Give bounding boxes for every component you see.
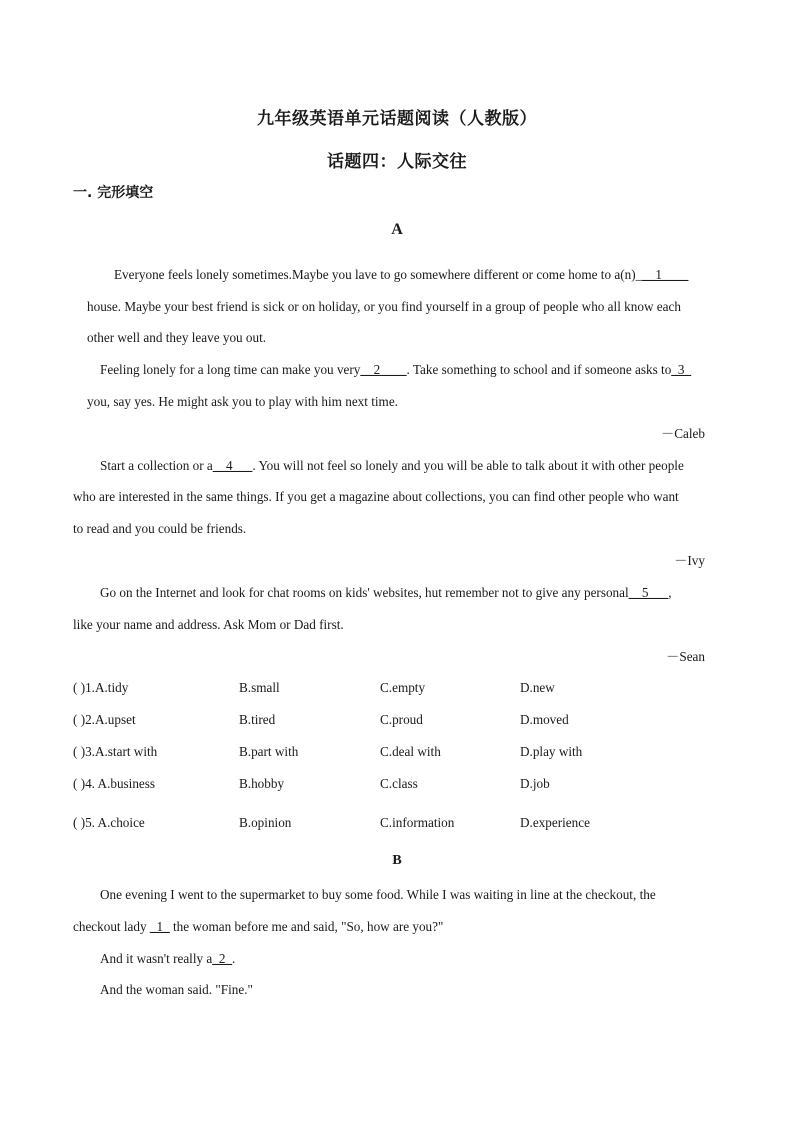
text-span: . Take something to school and if someone asks to <box>406 362 672 377</box>
passage-b-label: B <box>392 853 402 868</box>
passage-b-line-1: One evening I went to the supermarket to buy some food. While I was waiting in line at the checkout, the <box>100 887 656 902</box>
option-4-d: D.job <box>520 776 550 791</box>
option-5-b: B.opinion <box>239 815 292 830</box>
passage-b-line-2 <box>73 918 443 936</box>
blank-4: __4___ <box>212 458 253 473</box>
blank-1: __1____ <box>642 267 689 282</box>
option-2-d: D.moved <box>520 712 569 727</box>
option-5-c: C.information <box>380 815 455 830</box>
blank-3: _3_ <box>671 362 692 377</box>
signature-ivy: －Ivy <box>674 553 705 568</box>
text-span: . You will not feel so lonely and you will be able to talk about it with other people <box>252 458 684 473</box>
option-2-c: C.proud <box>380 712 423 727</box>
passage-a-line-2: house. Maybe your best friend is sick or on holiday, or you find yourself in a group of people who all know each <box>87 299 681 314</box>
option-4-a: ( )4. A.business <box>73 776 156 791</box>
blank-b-1: _1_ <box>149 919 170 934</box>
text-span: checkout lady <box>73 919 150 934</box>
option-1-b: B.small <box>239 680 280 695</box>
option-5-a: ( )5. A.choice <box>73 815 145 830</box>
option-3-d: D.play with <box>520 744 583 759</box>
option-2-a: ( )2.A.upset <box>73 712 136 727</box>
option-2-b: B.tired <box>239 712 276 727</box>
passage-a-line-4 <box>100 361 691 379</box>
option-3-b: B.part with <box>239 744 299 759</box>
option-5-d: D.experience <box>520 815 590 830</box>
text-span: Start a collection or a <box>100 458 213 473</box>
text-span: Go on the Internet and look for chat rooms on kids' websites, hut remember not to give any personal <box>100 585 629 600</box>
option-1-d: D.new <box>520 680 555 695</box>
passage-a-line-7: who are interested in the same things. If you get a magazine about collections, you can find other people who want <box>73 489 679 504</box>
passage-a-line-10: like your name and address. Ask Mom or Dad first. <box>73 617 344 632</box>
passage-a-line-1 <box>114 266 688 284</box>
blank-b-2: _2_ <box>212 951 233 966</box>
passage-a-line-9 <box>100 584 672 602</box>
section-heading: 一. 完形填空 <box>73 185 154 201</box>
option-3-c: C.deal with <box>380 744 441 759</box>
option-3-a: ( )3.A.start with <box>73 744 158 759</box>
option-1-c: C.empty <box>380 680 426 695</box>
passage-a-line-8: to read and you could be friends. <box>73 521 247 536</box>
blank-5: __5___ <box>628 585 669 600</box>
text-span: , <box>668 585 672 600</box>
topic-subtitle: 话题四：人际交往 <box>327 152 467 172</box>
signature-sean: －Sean <box>666 649 705 664</box>
text-span: the woman before me and said, "So, how are you?" <box>169 919 444 934</box>
text-span: . <box>232 951 236 966</box>
document-title: 九年级英语单元话题阅读（人教版） <box>257 109 537 129</box>
passage-a-line-6 <box>100 457 684 475</box>
option-1-a: ( )1.A.tidy <box>73 680 129 695</box>
passage-b-line-3 <box>100 950 235 968</box>
passage-a-line-3: other well and they leave you out. <box>87 330 267 345</box>
passage-b-line-4: And the woman said. "Fine." <box>100 982 253 997</box>
text-span: Everyone feels lonely sometimes.Maybe you lave to go somewhere different or come home to a(n)_ <box>114 267 643 282</box>
text-span: Feeling lonely for a long time can make you very <box>100 362 361 377</box>
signature-caleb: －Caleb <box>661 426 705 441</box>
passage-a-line-5: you, say yes. He might ask you to play with him next time. <box>87 394 398 409</box>
option-4-b: B.hobby <box>239 776 285 791</box>
blank-2: __2____ <box>360 362 407 377</box>
text-span: And it wasn't really a <box>100 951 213 966</box>
passage-a-label: A <box>391 221 403 238</box>
option-4-c: C.class <box>380 776 418 791</box>
